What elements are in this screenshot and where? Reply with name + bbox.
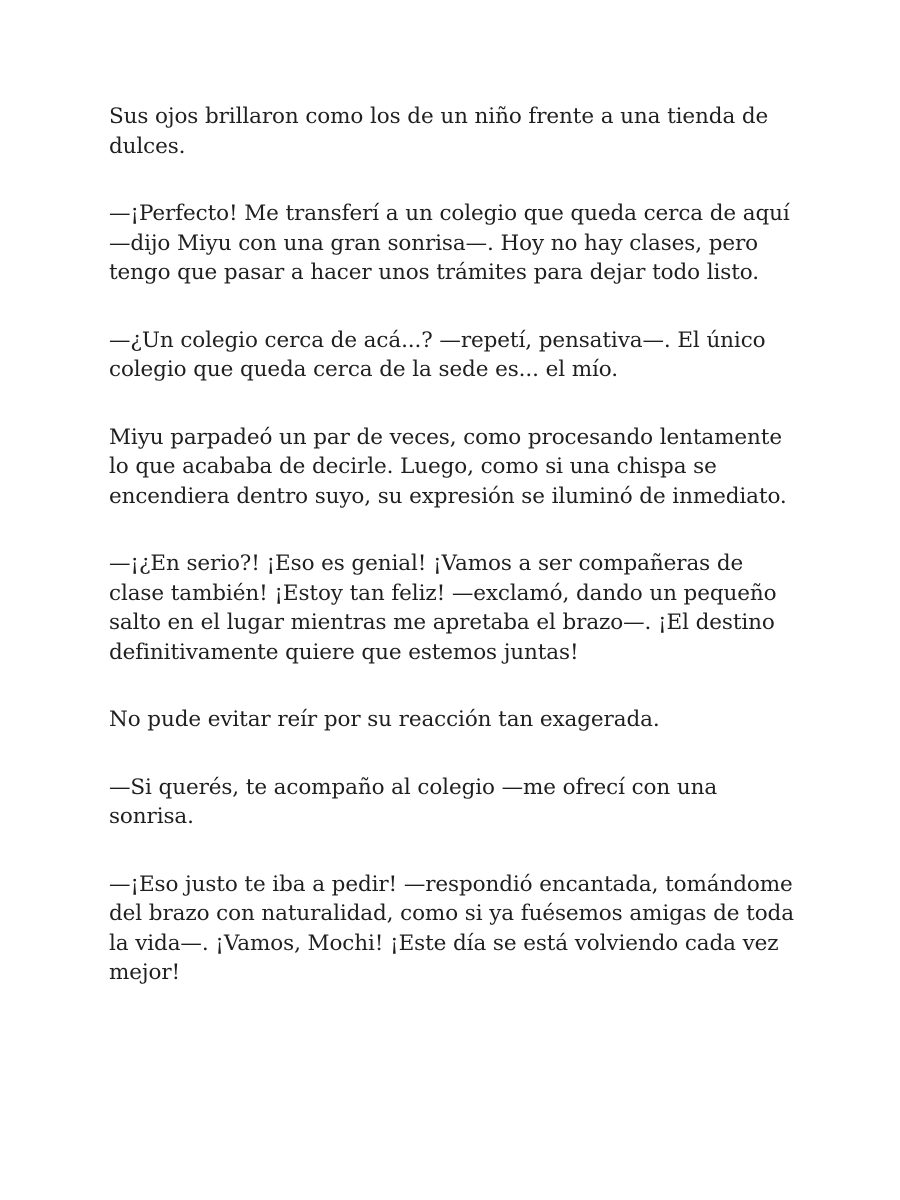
paragraph-6: No pude evitar reír por su reacción tan exagerada. bbox=[109, 707, 660, 732]
paragraph-2: —¡Perfecto! Me transferí a un colegio que queda cerca de aquí —dijo Miyu con una gran sonrisa—. Hoy no hay clases, pero tengo que pasar a hacer unos trámites para dejar todo listo. bbox=[109, 201, 790, 285]
paragraph-7: —Si querés, te acompaño al colegio —me ofrecí con una sonrisa. bbox=[109, 774, 718, 829]
paragraph-3: —¿Un colegio cerca de acá...? —repetí, pensativa—. El único colegio que queda cerca de la sede es... el mío. bbox=[109, 327, 766, 382]
story-text bbox=[109, 102, 799, 1026]
paragraph-8: —¡Eso justo te iba a pedir! —respondió encantada, tomándome del brazo con naturalidad, como si ya fuésemos amigas de toda la vida—. ¡Vamos, Mochi! ¡Este día se está volviendo cada vez mejor! bbox=[109, 871, 794, 985]
paragraph-4: Miyu parpadeó un par de veces, como procesando lentamente lo que acababa de decirle. Luego, como si una chispa se encendiera dentro suyo, su expresión se iluminó de inmediato. bbox=[109, 424, 787, 509]
paragraph-5: —¡¿En serio?! ¡Eso es genial! ¡Vamos a ser compañeras de clase también! ¡Estoy tan feliz! —exclamó, dando un pequeño salto en el lugar mientras me apretaba el brazo—. ¡El destino definitivamente quiere que estemos juntas! bbox=[109, 551, 777, 665]
paragraph-1: Sus ojos brillaron como los de un niño frente a una tienda de dulces. bbox=[109, 104, 769, 159]
